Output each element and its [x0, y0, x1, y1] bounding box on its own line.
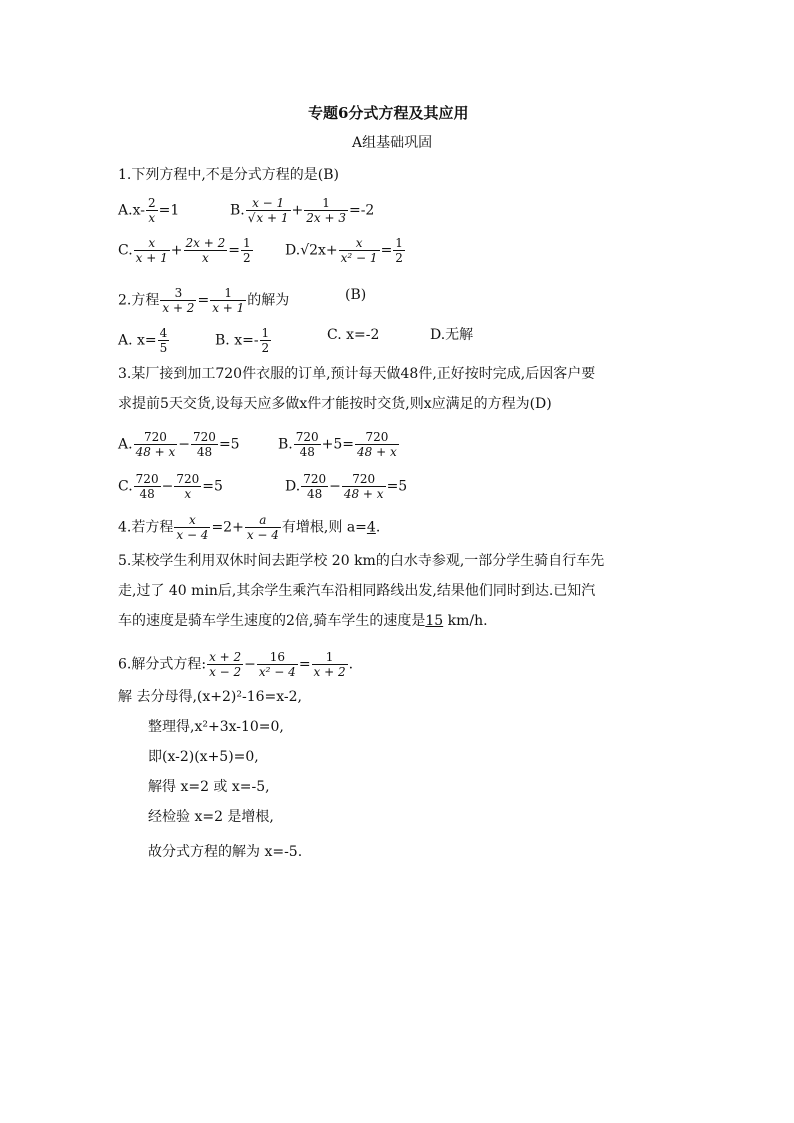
numerator: x	[189, 513, 196, 527]
fraction	[294, 430, 321, 459]
solution-step: 解得 x=2 或 x=-5,	[148, 779, 270, 795]
denominator: 2	[395, 251, 403, 265]
fraction	[174, 472, 201, 501]
expr-text: √2x+	[300, 242, 338, 259]
numerator: x − 1	[252, 196, 285, 210]
denominator: x² − 4	[258, 665, 296, 679]
solution-step: 解 去分母得,(x+2)²-16=x-2,	[118, 689, 302, 705]
numerator: 720	[352, 472, 376, 486]
expr-text: =	[197, 292, 210, 309]
numerator: 3	[174, 286, 183, 300]
q6-stem	[118, 650, 353, 679]
expr-text: =	[228, 242, 240, 259]
q3-stem-line1: 3.某厂接到加工720件衣服的订单,预计每天做48件,正好按时完成,后因客户要	[118, 366, 596, 382]
expr-text: 的解为	[247, 292, 290, 309]
q3-stem-line2: 求提前5天交货,设每天应多做x件才能按时交货,则x应满足的方程为(D)	[118, 396, 552, 412]
expr-text: +5=	[321, 436, 355, 453]
expr-text: −	[161, 478, 174, 495]
fraction	[134, 430, 178, 459]
fraction	[393, 236, 405, 265]
fraction	[174, 513, 210, 542]
answer-blank: 4	[366, 519, 376, 536]
option-label: C.	[118, 478, 133, 495]
solution-step: 故分式方程的解为 x=-5.	[148, 844, 303, 860]
fraction	[210, 286, 246, 315]
denominator: 48 + x	[343, 487, 384, 501]
expr-text: 车的速度是骑车学生速度的2倍,骑车学生的速度是	[118, 613, 426, 629]
denominator: x² − 1	[340, 251, 378, 265]
q2-option-a	[118, 326, 170, 355]
numerator: 1	[325, 650, 334, 664]
option-label: B.	[230, 202, 245, 219]
fraction	[304, 196, 348, 225]
fraction	[342, 472, 386, 501]
expr-text: =	[380, 242, 393, 259]
q5-stem-line3	[118, 612, 488, 630]
q5-stem-line2: 走,过了 40 min后,其余学生乘汽车沿相同路线出发,结果他们同时到达.已知汽	[118, 583, 596, 599]
numerator: 720	[135, 472, 159, 486]
expr-text: .	[375, 519, 381, 536]
numerator: 1	[224, 286, 233, 300]
denominator: x	[184, 250, 228, 265]
fraction	[134, 472, 161, 501]
expr-text: +	[170, 242, 183, 259]
numerator: a	[259, 513, 267, 527]
option-label: B.	[278, 436, 293, 453]
expr-text: =5	[202, 478, 223, 495]
sqrt-radicand: x + 1	[256, 211, 289, 225]
expr-text: −	[329, 478, 341, 495]
option-label: A. x=	[118, 332, 157, 349]
numerator: 720	[143, 430, 167, 444]
numerator: 2	[147, 196, 156, 210]
q1-option-b	[230, 196, 374, 225]
denominator: x − 2	[209, 665, 242, 679]
fraction	[260, 326, 272, 355]
fraction	[339, 236, 380, 265]
denominator: 48 + x	[357, 445, 397, 459]
fraction	[184, 236, 228, 265]
numerator: 720	[295, 430, 319, 444]
q1-stem: 1.下列方程中,不是分式方程的是(B)	[118, 167, 340, 183]
fraction	[160, 286, 196, 315]
option-label: D.	[285, 478, 301, 495]
expr-text: =-2	[348, 202, 375, 219]
denominator: x + 1	[135, 251, 168, 265]
expr-text: .	[348, 656, 354, 673]
denominator: x + 2	[313, 665, 346, 679]
fraction	[191, 430, 218, 459]
numerator: 1	[242, 236, 251, 250]
numerator: 720	[193, 430, 216, 444]
denominator: x	[174, 486, 201, 501]
numerator: x	[148, 236, 156, 250]
denominator: x + 2	[162, 301, 195, 315]
expr-text: −	[178, 436, 191, 453]
fraction	[312, 650, 348, 679]
fraction	[301, 472, 328, 501]
expr-text: 6.解分式方程:	[118, 656, 207, 673]
expr-text: =1	[158, 202, 180, 219]
numerator: 1	[395, 236, 403, 250]
denominator: 48	[301, 486, 328, 501]
denominator: 2x + 3	[306, 211, 346, 225]
denominator: 48	[191, 444, 218, 459]
q2-option-b	[215, 326, 272, 355]
expr-text: −	[244, 656, 256, 673]
expr-text: =5	[386, 478, 408, 495]
denominator: 2	[242, 251, 251, 265]
q3-option-c	[118, 472, 223, 501]
numerator: x	[355, 236, 363, 250]
denominator: x − 4	[176, 528, 209, 542]
denominator: 48	[294, 444, 321, 459]
numerator: 4	[159, 326, 168, 340]
q3-option-a	[118, 430, 240, 459]
fraction	[207, 650, 243, 679]
denominator: 48	[134, 486, 161, 501]
fraction	[146, 196, 158, 225]
section-heading: A组基础巩固	[352, 135, 433, 151]
fraction	[134, 236, 170, 265]
numerator: 16	[269, 650, 285, 664]
fraction	[241, 236, 253, 265]
q1-option-c	[118, 236, 254, 265]
numerator: x + 2	[209, 650, 242, 664]
numerator: 720	[365, 430, 389, 444]
q2-option-c: C. x=-2	[327, 327, 380, 343]
denominator: x − 4	[246, 528, 279, 542]
expr-text: 有增根,则 a=	[281, 519, 367, 536]
answer-blank: 15	[425, 613, 444, 629]
expr-text: 2.方程	[118, 292, 160, 309]
option-label: B. x=-	[215, 332, 259, 349]
expr-text: =2+	[211, 519, 244, 536]
numerator: 2x + 2	[185, 236, 226, 250]
denominator: 2	[261, 341, 270, 355]
q3-option-b	[278, 430, 400, 459]
denominator: √x + 1	[247, 211, 289, 225]
expr-text: x-	[132, 202, 145, 219]
numerator: 720	[176, 472, 200, 486]
denominator: 48 + x	[135, 445, 176, 459]
option-label: C.	[118, 242, 133, 259]
q2-stem	[118, 286, 289, 315]
fraction	[257, 650, 298, 679]
q5-stem-line1: 5.某校学生利用双休时间去距学校 20 km的白水寺参观,一部分学生骑自行车先	[118, 553, 605, 569]
q2-option-d: D.无解	[430, 327, 474, 343]
option-label: A.	[118, 202, 133, 219]
expr-text: +	[291, 202, 304, 219]
q1-option-a	[118, 196, 179, 225]
solution-step: 即(x-2)(x+5)=0,	[148, 749, 259, 765]
numerator: 720	[303, 472, 327, 486]
denominator: 5	[159, 341, 168, 355]
expr-text: =5	[218, 436, 240, 453]
q1-option-d	[285, 236, 406, 265]
option-label: D.	[285, 242, 301, 259]
q4-stem	[118, 513, 380, 542]
denominator: x + 1	[212, 301, 245, 315]
expr-text: 4.若方程	[118, 519, 174, 536]
numerator: 1	[261, 326, 270, 340]
q3-option-d	[285, 472, 407, 501]
option-label: A.	[118, 436, 133, 453]
fraction	[355, 430, 399, 459]
denominator: x	[146, 210, 158, 225]
q2-answer: (B)	[345, 287, 367, 303]
numerator: 1	[322, 196, 330, 210]
solution-step: 经检验 x=2 是增根,	[148, 809, 274, 825]
solution-step: 整理得,x²+3x-10=0,	[148, 719, 284, 735]
fraction	[245, 513, 281, 542]
expr-text: km/h.	[443, 613, 488, 629]
expr-text: =	[298, 656, 311, 673]
page-title: 专题6分式方程及其应用	[308, 104, 469, 122]
fraction	[158, 326, 170, 355]
fraction	[246, 196, 291, 225]
